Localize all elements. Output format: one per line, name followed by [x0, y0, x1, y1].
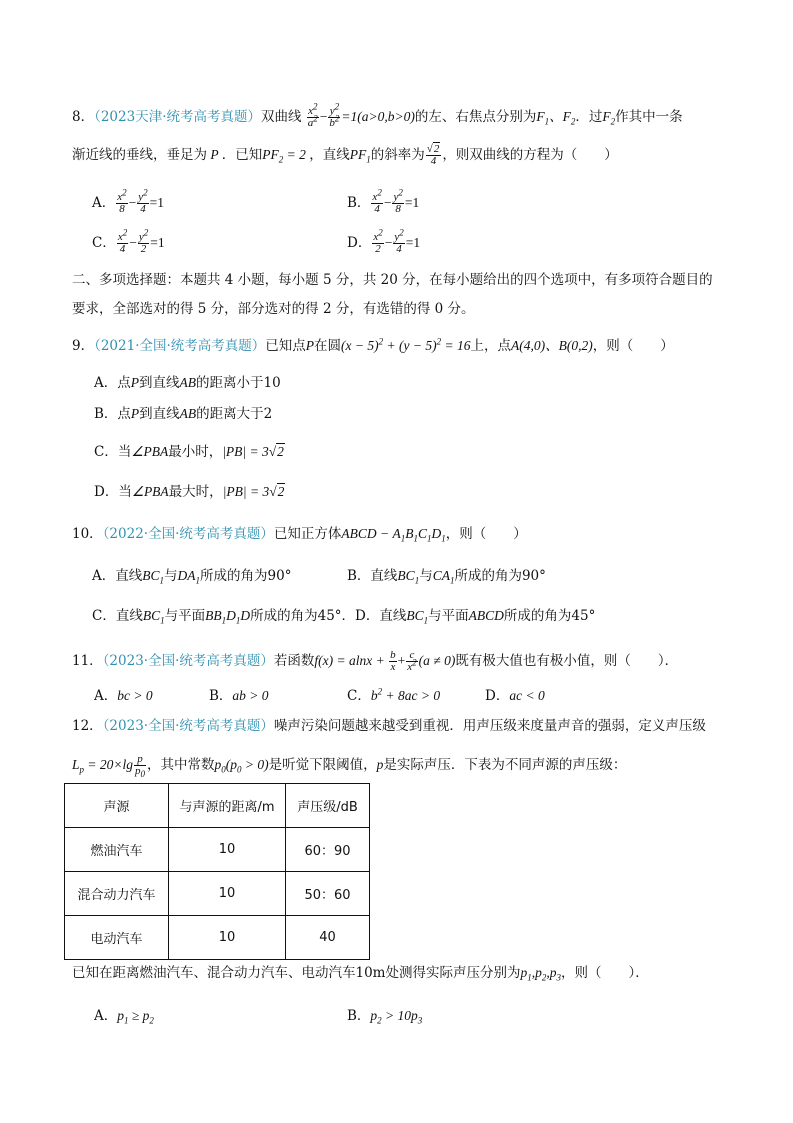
formula: P	[305, 338, 315, 353]
question-11-option-c: C．$b^2 + 8ac > 0$	[347, 686, 441, 704]
question-11-option-a: A．bc > 0	[94, 688, 153, 704]
question-11-stem: 11．（2023·全国·统考高考真题）若函数f(x) = alnx + $\frac{b}{x}$ + $\frac{c}{x^2}$ (a ≠ 0)既有极大值也有极小值，则（ ）．	[72, 649, 679, 673]
formula: $\frac{y^2}{2}$	[138, 227, 149, 255]
formula: P	[207, 147, 222, 162]
formula: $\frac{y^2}{b^2}$	[329, 101, 340, 129]
formula: $\frac{x^2}{2}$	[373, 227, 383, 255]
formula: $PF_2 = 2$	[262, 147, 310, 165]
question-source: （2023·全国·统考高考真题）	[102, 653, 274, 669]
formula: $L_p = 20\times\lg$	[72, 757, 133, 775]
formula: $F_2$	[602, 109, 616, 127]
formula: $\frac{√2}{4}$	[426, 143, 440, 167]
question-source: （2023·全国·统考高考真题）	[102, 718, 274, 734]
formula: $\frac{x^2}{4}$	[117, 227, 128, 255]
question-12-stem-2: $L_p = 20\times\lg$ $\frac{p}{p_0}$ ，其中常数$p_0(p_0 > 0)$是听觉下限阈值，p是实际声压．下表为不同声源的声压级：	[72, 753, 627, 780]
question-12-option-b: B．$p_2 > 10p_3$	[347, 1008, 423, 1026]
formula: =1(a>0,b>0)	[341, 109, 415, 124]
formula: f(x) = alnx +	[314, 653, 389, 668]
question-11-option-b: B．ab > 0	[209, 688, 269, 704]
formula: $\frac{x^2}{8}$	[117, 187, 127, 215]
question-8-line-1: 8．（2023天津·统考高考真题）双曲线 $\frac{x^2}{a^2}$ − $\frac{y^2}{b^2}$ =1(a>0,b>0)的左、右焦点分别为$F_1$、$F_2$．过$F_2$作其中一条	[72, 101, 683, 129]
formula: A(4,0)、B(0,2)	[511, 338, 593, 353]
question-8-option-a: A． $\frac{x^2}{8}$ − $\frac{y^2}{4}$ =1	[92, 187, 165, 215]
question-9-option-d: D．当∠PBA最大时，|PB| = 3√2	[94, 484, 285, 500]
question-8-line-2: 渐近线的垂线，垂足为 P ．已知$PF_2 = 2$ ，直线$PF_1$的斜率为 $\frac{√2}{4}$ ，则双曲线的方程为（ ）	[72, 143, 618, 167]
question-source: （2023天津·统考高考真题）	[94, 109, 261, 125]
formula: $F_1$、$F_2$	[536, 109, 576, 127]
question-9-stem: 9．（2021·全国·统考高考真题）已知点P在圆$(x - 5)^2 + (y - 5)^2 = 16$上，点A(4,0)、B(0,2)，则（ ）	[72, 336, 674, 354]
table-row: 电动汽车 10 40	[65, 916, 370, 960]
question-8-option-d: D． $\frac{x^2}{2}$ − $\frac{y^2}{4}$ =1	[347, 227, 421, 255]
question-source: （2022·全国·统考高考真题）	[102, 526, 274, 542]
formula: $\frac{x^2}{4}$	[372, 187, 382, 215]
section-heading-line-2: 要求，全部选对的得 5 分，部分选对的得 2 分，有选错的得 0 分。	[72, 301, 475, 317]
question-10-option-b: B．直线$BC_1$与$CA_1$所成的角为90°	[347, 568, 546, 586]
section-heading-line-1: 二、多项选择题：本题共 4 小题，每小题 5 分，共 20 分，在每小题给出的四个选项中，有多项符合题目的	[72, 272, 713, 288]
formula: $(x - 5)^2 + (y - 5)^2 = 16$	[341, 336, 471, 353]
question-12-stem-1: 12．（2023·全国·统考高考真题）噪声污染问题越来越受到重视．用声压级来度量声音的强弱，定义声压级	[72, 718, 706, 734]
question-11-option-d: D．ac < 0	[485, 688, 545, 704]
question-8-option-c: C． $\frac{x^2}{4}$ − $\frac{y^2}{2}$ =1	[92, 227, 165, 255]
table-row: 混合动力汽车 10 50：60	[65, 872, 370, 916]
question-10-option-a: A．直线$BC_1$与$DA_1$所成的角为90°	[92, 568, 292, 586]
question-12-option-a: A．$p_1 \ge p_2$	[94, 1008, 154, 1026]
question-10-stem: 10．（2022·全国·统考高考真题）已知正方体ABCD − $A_1B_1C_1D_1$，则（ ）	[72, 526, 527, 544]
formula: $\frac{y^2}{4}$	[138, 187, 148, 215]
question-9-option-c: C．当∠PBA最小时，|PB| = 3√2	[94, 444, 284, 460]
question-8-option-b: B． $\frac{x^2}{4}$ − $\frac{y^2}{8}$ =1	[347, 187, 420, 215]
formula: $\frac{y^2}{8}$	[393, 187, 403, 215]
question-12-after-table: 已知在距离燃油汽车、混合动力汽车、电动汽车10m处测得实际声压分别为$p_1,p_2,p_3$，则（ ）．	[72, 965, 649, 983]
formula: $\frac{y^2}{4}$	[394, 227, 404, 255]
question-9-option-b: B．点P到直线AB的距离大于2	[94, 406, 273, 422]
question-9-option-a: A．点P到直线AB的距离小于10	[94, 375, 281, 391]
question-10-option-c: C．直线$BC_1$与平面$BB_1D_1D$所成的角为45°．D．直线$BC_1$与平面ABCD所成的角为45°	[92, 608, 596, 626]
question-source: （2021·全国·统考高考真题）	[94, 338, 266, 354]
table-row: 燃油汽车 10 60：90	[65, 828, 370, 872]
table-header-row: 声源 与声源的距离/m 声压级/dB	[65, 784, 370, 828]
question-number: 8．	[72, 109, 95, 125]
formula: $\frac{x^2}{a^2}$	[307, 101, 318, 129]
sound-level-table	[64, 783, 370, 960]
formula: $PF_1$	[349, 147, 371, 165]
